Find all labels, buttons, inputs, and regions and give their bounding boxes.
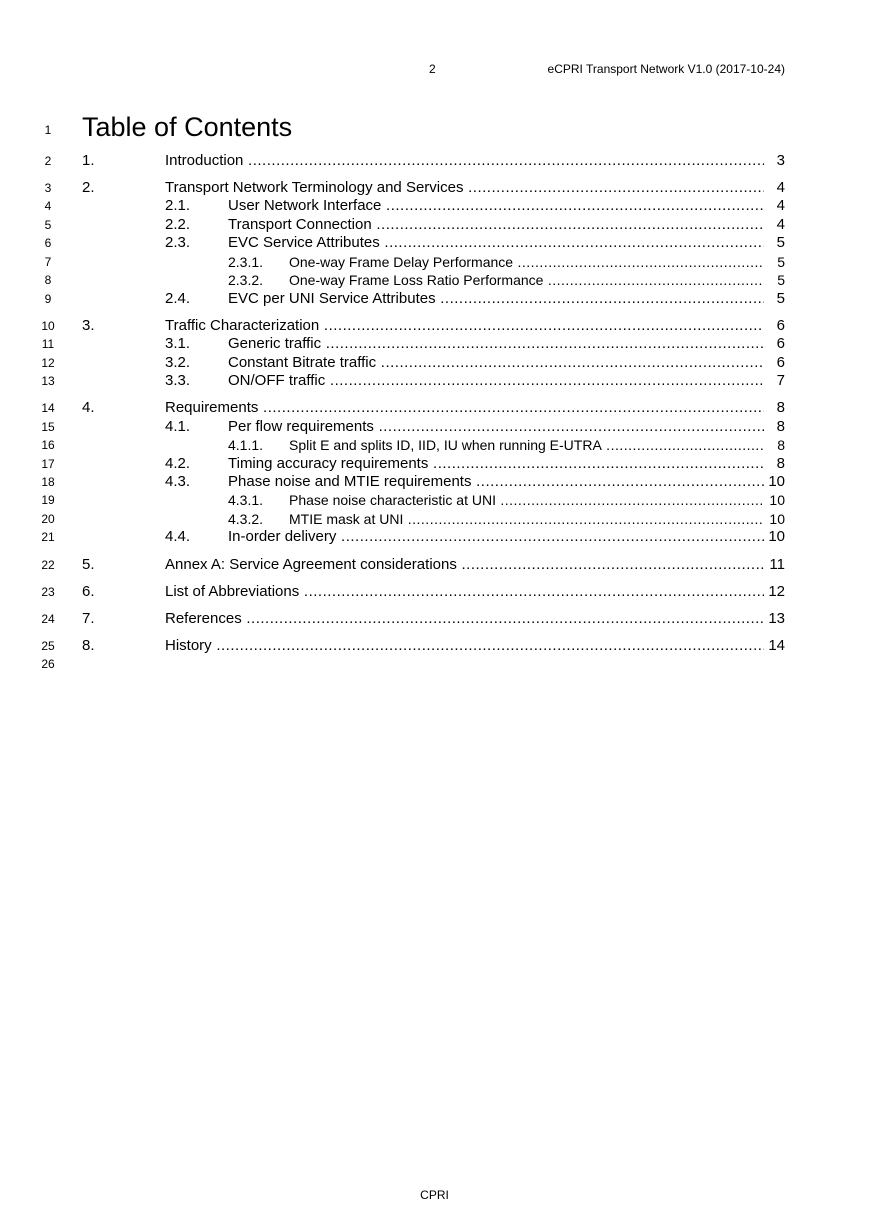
toc-entry-page: 6 <box>776 335 785 352</box>
line-number: 11 <box>41 337 55 351</box>
toc-entry-page: 10 <box>769 511 785 527</box>
toc-entry-number: 2. <box>82 179 95 196</box>
toc-entry-number: 2.1. <box>165 197 191 214</box>
toc-entry-title: Per flow requirements ..... <box>228 418 764 436</box>
toc-entry-title: EVC per UNI Service Attributes ..... <box>228 290 764 308</box>
toc-entry-title: Transport Network Terminology and Services ..... <box>165 179 764 197</box>
toc-entry-page: 4 <box>776 179 785 196</box>
line-number: 21 <box>41 530 55 544</box>
toc-entry-title: Annex A: Service Agreement considerations ..... <box>165 556 764 574</box>
toc-entry[interactable] <box>0 354 869 372</box>
toc-entry[interactable] <box>0 216 869 234</box>
toc-entry-title: In-order delivery ..... <box>228 528 764 546</box>
toc-entry[interactable] <box>0 455 869 473</box>
toc-entry-number: 2.3.2. <box>228 272 264 288</box>
line-number: 6 <box>44 236 52 250</box>
line-number: 8 <box>44 273 52 287</box>
line-number: 9 <box>44 292 52 306</box>
toc-entry-number: 6. <box>82 583 95 600</box>
toc-entry-title: References ..... <box>165 610 764 628</box>
toc-entry-title: Introduction ..... <box>165 152 764 170</box>
toc-entry-title: One-way Frame Loss Ratio Performance ..... <box>289 271 764 289</box>
toc-entry-title: Transport Connection ..... <box>228 216 764 234</box>
toc-entry-page: 8 <box>776 399 785 416</box>
toc-entry-page: 13 <box>768 610 785 627</box>
toc-entry-page: 3 <box>776 152 785 169</box>
toc-entry-page: 8 <box>777 437 785 453</box>
toc-entry[interactable] <box>0 436 869 454</box>
toc-entry-number: 2.3.1. <box>228 254 264 270</box>
toc-entry[interactable] <box>0 335 869 353</box>
toc-entry-number: 3.1. <box>165 335 191 352</box>
line-number: 4 <box>44 199 52 213</box>
toc-entry[interactable] <box>0 637 869 655</box>
line-number: 20 <box>41 512 55 526</box>
toc-entry[interactable] <box>0 556 869 574</box>
line-number: 1 <box>44 123 52 137</box>
toc-entry-title: One-way Frame Delay Performance ..... <box>289 253 764 271</box>
toc-entry-title: Requirements ..... <box>165 399 764 417</box>
line-number: 13 <box>41 374 55 388</box>
toc-entry-number: 4.4. <box>165 528 191 545</box>
toc-entry-page: 5 <box>776 234 785 251</box>
toc-entry[interactable] <box>0 253 869 271</box>
toc-entry[interactable] <box>0 197 869 215</box>
toc-entry-page: 6 <box>776 354 785 371</box>
line-number: 16 <box>41 438 55 452</box>
toc-entry-number: 2.2. <box>165 216 191 233</box>
toc-entry-number: 5. <box>82 556 95 573</box>
toc-entry-number: 4.3.1. <box>228 492 264 508</box>
toc-entry-number: 4.1.1. <box>228 437 264 453</box>
toc-entry-number: 3. <box>82 317 95 334</box>
toc-entry-page: 4 <box>776 197 785 214</box>
toc-entry-page: 10 <box>768 473 785 490</box>
toc-entry[interactable] <box>0 528 869 546</box>
toc-entry[interactable] <box>0 418 869 436</box>
toc-entry[interactable] <box>0 234 869 252</box>
toc-entry-title: Constant Bitrate traffic ..... <box>228 354 764 372</box>
toc-entry-title: MTIE mask at UNI ..... <box>289 510 764 528</box>
toc-entry[interactable] <box>0 510 869 528</box>
line-number: 26 <box>41 657 55 671</box>
line-number: 14 <box>41 401 55 415</box>
line-number: 7 <box>44 255 52 269</box>
toc-entry-number: 4.2. <box>165 455 191 472</box>
toc-entry-number: 4. <box>82 399 95 416</box>
toc-entry-page: 10 <box>768 528 785 545</box>
toc-entry-page: 14 <box>768 637 785 654</box>
toc-entry-title: User Network Interface ..... <box>228 197 764 215</box>
toc-entry-page: 12 <box>768 583 785 600</box>
line-number: 5 <box>44 218 52 232</box>
line-number: 3 <box>44 181 52 195</box>
toc-entry-number: 2.4. <box>165 290 191 307</box>
toc-entry-title: EVC Service Attributes ..... <box>228 234 764 252</box>
toc-entry-page: 5 <box>777 254 785 270</box>
toc-entry-number: 4.3. <box>165 473 191 490</box>
page-footer: CPRI <box>420 1188 449 1202</box>
toc-entry-title: Phase noise and MTIE requirements ..... <box>228 473 764 491</box>
toc-entry-title: Traffic Characterization ..... <box>165 317 764 335</box>
line-number: 15 <box>41 420 55 434</box>
toc-entry-title: Generic traffic ..... <box>228 335 764 353</box>
line-number: 25 <box>41 639 55 653</box>
toc-entry-number: 3.2. <box>165 354 191 371</box>
toc-entry[interactable] <box>0 317 869 335</box>
toc-entry-title: Phase noise characteristic at UNI ..... <box>289 491 764 509</box>
toc-entry-number: 2.3. <box>165 234 191 251</box>
toc-entry[interactable] <box>0 399 869 417</box>
toc-entry-number: 8. <box>82 637 95 654</box>
toc-entry[interactable] <box>0 473 869 491</box>
toc-entry[interactable] <box>0 372 869 390</box>
toc-entry-page: 7 <box>776 372 785 389</box>
toc-entry-page: 8 <box>776 418 785 435</box>
toc-entry[interactable] <box>0 610 869 628</box>
toc-entry-page: 5 <box>776 290 785 307</box>
toc-entry-title: Timing accuracy requirements ..... <box>228 455 764 473</box>
toc-entry-number: 4.3.2. <box>228 511 264 527</box>
line-number: 24 <box>41 612 55 626</box>
line-number: 18 <box>41 475 55 489</box>
header-document-title: eCPRI Transport Network V1.0 (2017-10-24) <box>547 62 785 76</box>
line-number: 22 <box>41 558 55 572</box>
toc-entry-number: 1. <box>82 152 95 169</box>
toc-entry[interactable] <box>0 271 869 289</box>
toc-entry-page: 11 <box>769 556 785 573</box>
toc-entry[interactable] <box>0 179 869 197</box>
toc-entry-page: 5 <box>777 272 785 288</box>
toc-entry-number: 4.1. <box>165 418 191 435</box>
line-number: 2 <box>44 154 52 168</box>
line-number: 10 <box>41 319 55 333</box>
header-page-number: 2 <box>429 62 436 76</box>
toc-title: Table of Contents <box>82 112 293 142</box>
toc-entry-title: Split E and splits ID, IID, IU when running E-UTRA ..... <box>289 436 764 454</box>
toc-entry-number: 3.3. <box>165 372 191 389</box>
line-number: 19 <box>41 493 55 507</box>
toc-entry[interactable] <box>0 491 869 509</box>
toc-entry[interactable] <box>0 290 869 308</box>
toc-entry-title: History ..... <box>165 637 764 655</box>
toc-entry-title: ON/OFF traffic ..... <box>228 372 764 390</box>
toc-entry-page: 4 <box>776 216 785 233</box>
line-number: 17 <box>41 457 55 471</box>
toc-entry-number: 7. <box>82 610 95 627</box>
toc-entry-page: 8 <box>776 455 785 472</box>
toc-entry[interactable] <box>0 152 869 170</box>
toc-entry-title: List of Abbreviations ..... <box>165 583 764 601</box>
line-number: 12 <box>41 356 55 370</box>
line-number: 23 <box>41 585 55 599</box>
toc-entry-page: 10 <box>769 492 785 508</box>
toc-entry-page: 6 <box>776 317 785 334</box>
toc-entry[interactable] <box>0 583 869 601</box>
